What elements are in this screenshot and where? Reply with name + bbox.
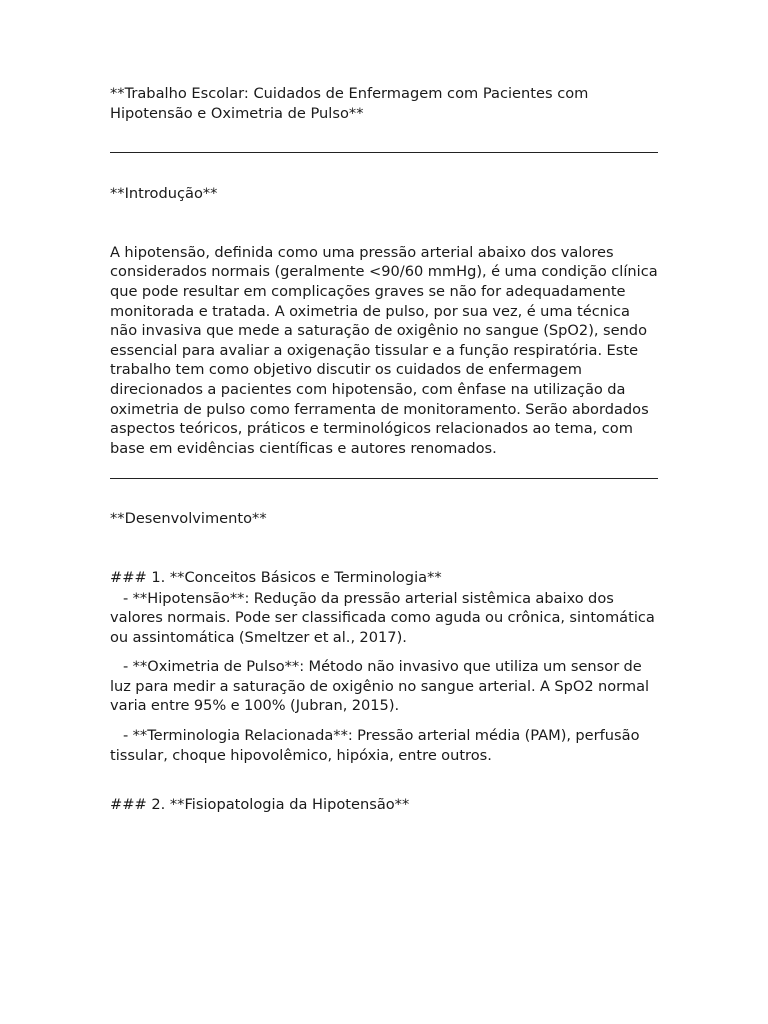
list-item-text: - **Oximetria de Pulso**: Método não invasivo que utiliza um sensor de luz para medir a saturação de oxigênio no sangue arterial. A SpO2 normal varia entre 95% e 100% (Jubran, 2015). xyxy=(110,658,650,715)
development-heading: **Desenvolvimento** xyxy=(110,510,267,528)
list-item-oximetria xyxy=(110,657,658,716)
introduction-paragraph: A hipotensão, definida como uma pressão arterial abaixo dos valores considerados normais (geralmente <90/60 mmHg), é uma condição clínica que pode resultar em complicações graves se não for adequadamente monitorada e tratada. A oximetria de pulso, por sua vez, é uma técnica não invasiva que mede a saturação de oxigênio no sangue (SpO2), sendo essencial para avaliar a oxigenação tissular e a função respiratória. Este trabalho tem como objetivo discutir os cuidados de enfermagem direcionados a pacientes com hipotensão, com ênfase na utilização da oximetria de pulso como ferramenta de monitoramento. Serão abordados aspectos teóricos, práticos e terminológicos relacionados ao tema, com base em evidências científicas e autores renomados. xyxy=(110,243,658,457)
section-1-heading: ### 1. **Conceitos Básicos e Terminologia** xyxy=(110,568,442,586)
horizontal-rule xyxy=(110,478,658,479)
document-title: **Trabalho Escolar: Cuidados de Enfermagem com Pacientes com Hipotensão e Oximetria de Pulso** xyxy=(110,85,589,122)
list-item-text: - **Terminologia Relacionada**: Pressão arterial média (PAM), perfusão tissular, choque hipovolêmico, hipóxia, entre outros. xyxy=(110,727,640,764)
list-item-hipotensao xyxy=(110,589,658,648)
list-item-terminologia xyxy=(110,726,658,765)
list-item-text: - **Hipotensão**: Redução da pressão arterial sistêmica abaixo dos valores normais. Pode ser classificada como aguda ou crônica, sintomática ou assintomática (Smeltzer et al., 2017). xyxy=(110,589,655,646)
section-2-heading: ### 2. **Fisiopatologia da Hipotensão** xyxy=(110,796,410,814)
document-page xyxy=(110,84,658,815)
horizontal-rule xyxy=(110,152,658,153)
introduction-heading: **Introdução** xyxy=(110,185,218,203)
